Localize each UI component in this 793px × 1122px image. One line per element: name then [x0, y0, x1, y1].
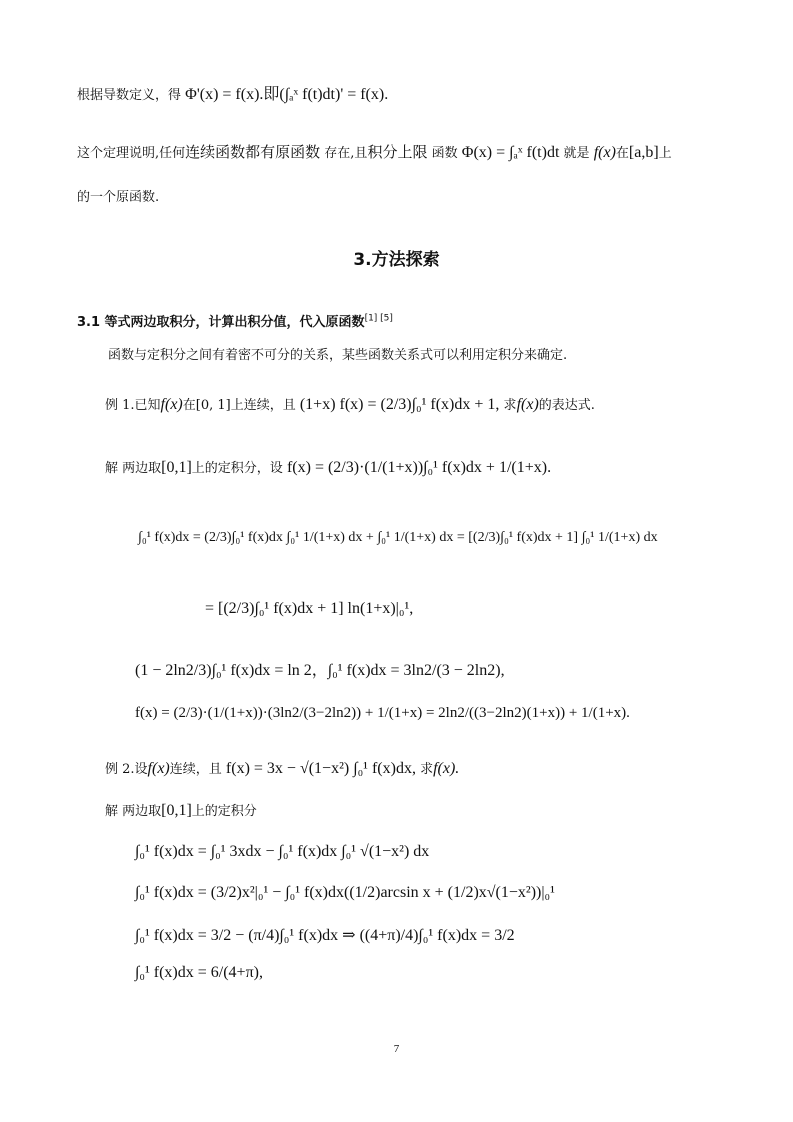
formula-interval: [0,1] — [161, 802, 192, 819]
text-span: 求 — [420, 762, 434, 777]
formula-phi: Φ(x) = ∫ₐˣ f(t)dt — [461, 144, 560, 161]
example-label: 例 2.设 — [105, 762, 148, 777]
formula-interval: [a,b] — [628, 144, 659, 161]
example-2 — [105, 761, 459, 777]
paragraph-derivative — [77, 87, 388, 103]
formula-interval: [0,1] — [161, 459, 192, 476]
example-label: 例 1.已知 — [105, 398, 161, 413]
equation-4: f(x) = (2/3)·(1/(1+x))·(3ln2/(3−2ln2)) + 1/(1+x) = 2ln2/((3−2ln2)(1+x)) + 1/(1+x). — [135, 705, 630, 721]
formula-condition: f(x) = 3x − √(1−x²) ∫₀¹ f(x)dx, — [225, 760, 416, 777]
equation-3: (1 − 2ln2/3)∫₀¹ f(x)dx = ln 2，∫₀¹ f(x)dx = 3ln2/(3 − 2ln2), — [135, 662, 505, 679]
text-span: 存在,且 — [324, 146, 368, 161]
section-heading: 3.方法探索 — [353, 250, 440, 270]
equation-2: = [(2/3)∫₀¹ f(x)dx + 1] ln(1+x)|₀¹, — [205, 600, 414, 617]
text-prefix: 根据导数定义，得 — [77, 88, 182, 103]
formula-derivative: Φ'(x) = f(x).即(∫ₐˣ f(t)dt)' = f(x). — [185, 86, 389, 103]
equation-7: ∫₀¹ f(x)dx = 3/2 − (π/4)∫₀¹ f(x)dx ⇒ ((4+π)/4)∫₀¹ f(x)dx = 3/2 — [135, 927, 515, 944]
formula-substitution: f(x) = (2/3)·(1/(1+x))∫₀¹ f(x)dx + 1/(1+x). — [286, 459, 552, 476]
text-span: 的表达式. — [538, 398, 595, 413]
page-number: 7 — [393, 1043, 400, 1055]
text-span: 连续，且 — [169, 762, 222, 777]
text-span: 这个定理说明,任何 — [77, 146, 186, 161]
text-span-emph: 积分上限 — [367, 143, 428, 161]
equation-6: ∫₀¹ f(x)dx = (3/2)x²|₀¹ − ∫₀¹ f(x)dx((1/2)arcsin x + (1/2)x√(1−x²))|₀¹ — [135, 884, 555, 901]
text-span: 上的定积分，设 — [191, 461, 283, 476]
equation-1: ∫₀¹ f(x)dx = (2/3)∫₀¹ f(x)dx ∫₀¹ 1/(1+x) dx + ∫₀¹ 1/(1+x) dx = [(2/3)∫₀¹ f(x)dx + 1] ∫₀¹ 1/(1+x) dx — [138, 530, 658, 545]
solution-2-intro — [105, 803, 257, 819]
citation-refs: [1] [5] — [364, 313, 393, 324]
subsection-title: 3.1 等式两边取积分，计算出积分值，代入原函数 — [77, 315, 365, 330]
formula-fx: f(x) — [160, 396, 183, 413]
text-span: 求 — [503, 398, 517, 413]
text-span: 函数 — [431, 146, 458, 161]
text-span: 上 — [658, 146, 672, 161]
text-span: 在 — [615, 146, 629, 161]
text-span: 解 两边取 — [105, 461, 162, 476]
text-span: 解 两边取 — [105, 804, 162, 819]
equation-5: ∫₀¹ f(x)dx = ∫₀¹ 3xdx − ∫₀¹ f(x)dx ∫₀¹ √(1−x²) dx — [135, 843, 430, 860]
formula-fx: f(x) — [593, 144, 616, 161]
intro-paragraph: 函数与定积分之间有着密不可分的关系，某些函数关系式可以利用定积分来确定. — [108, 348, 568, 363]
paragraph-theorem — [77, 145, 672, 161]
paragraph-tail: 的一个原函数. — [77, 190, 160, 205]
formula-fx: f(x). — [433, 760, 460, 777]
equation-8: ∫₀¹ f(x)dx = 6/(4+π), — [135, 964, 263, 981]
solution-1-intro — [105, 460, 551, 476]
text-span: 就是 — [563, 146, 590, 161]
formula-condition: (1+x) f(x) = (2/3)∫₀¹ f(x)dx + 1, — [299, 396, 500, 413]
formula-fx: f(x) — [147, 760, 170, 777]
subsection-heading — [77, 311, 393, 330]
text-span: 上的定积分 — [191, 804, 257, 819]
formula-fx: f(x) — [516, 396, 539, 413]
text-span-emph: 连续函数都有原函数 — [185, 143, 321, 161]
text-span: 在[0, 1]上连续，且 — [182, 398, 296, 413]
example-1 — [105, 397, 595, 413]
